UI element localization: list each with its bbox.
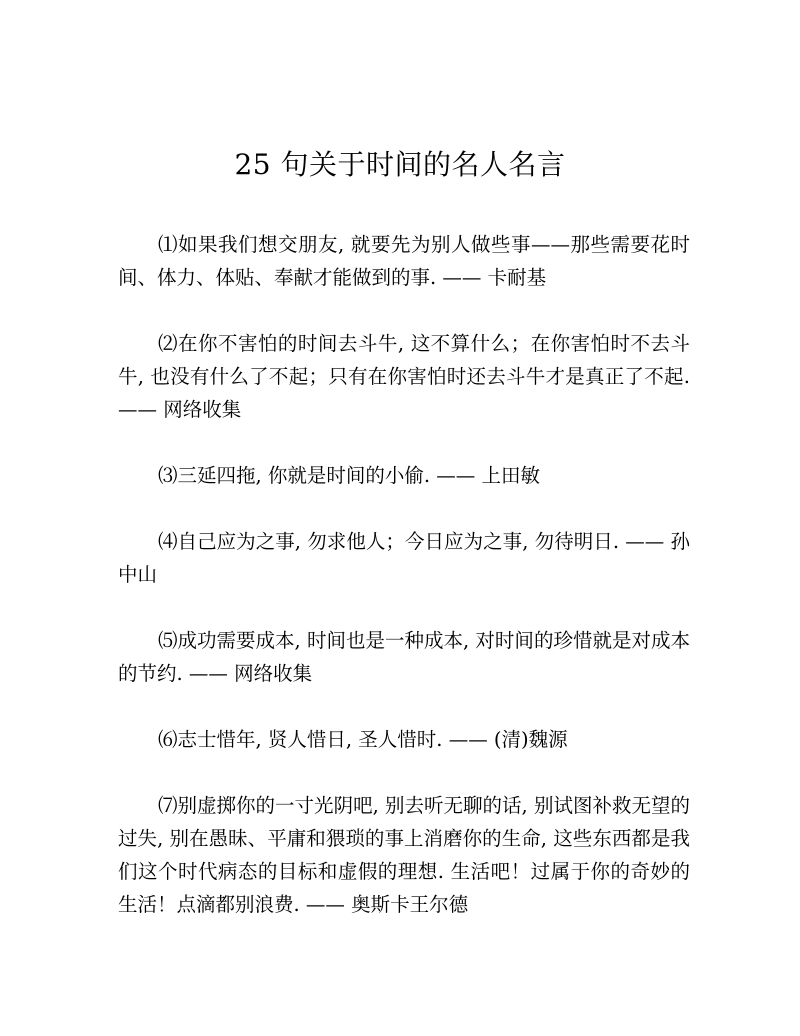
quote-list — [118, 228, 690, 954]
quote-4: ⑷自己应为之事, 勿求他人；今日应为之事, 勿待明日. —— 孙中山 — [118, 530, 690, 586]
quote-3: ⑶三延四拖, 你就是时间的小偷. —— 上田敏 — [158, 464, 540, 487]
quote-1: ⑴如果我们想交朋友, 就要先为别人做些事——那些需要花时间、体力、体贴、奉献才能做到的事. —— 卡耐基 — [118, 233, 690, 289]
document-title: 25 句关于时间的名人名言 — [234, 147, 566, 181]
quote-6: ⑹志士惜年, 贤人惜日, 圣人惜时. —— (清)魏源 — [158, 728, 568, 751]
quote-7: ⑺别虚掷你的一寸光阴吧, 别去听无聊的话, 别试图补救无望的过失, 别在愚昧、平庸和猥琐的事上消磨你的生命, 这些东西都是我们这个时代病态的目标和虚假的理想. 生活吧！过属于你的奇妙的生活！点滴都别浪费. —— 奥斯卡王尔德 — [118, 794, 690, 916]
quote-5: ⑸成功需要成本, 时间也是一种成本, 对时间的珍惜就是对成本的节约. —— 网络收集 — [118, 629, 690, 685]
quote-2: ⑵在你不害怕的时间去斗牛, 这不算什么；在你害怕时不去斗牛, 也没有什么了不起；只有在你害怕时还去斗牛才是真正了不起. —— 网络收集 — [118, 332, 690, 421]
